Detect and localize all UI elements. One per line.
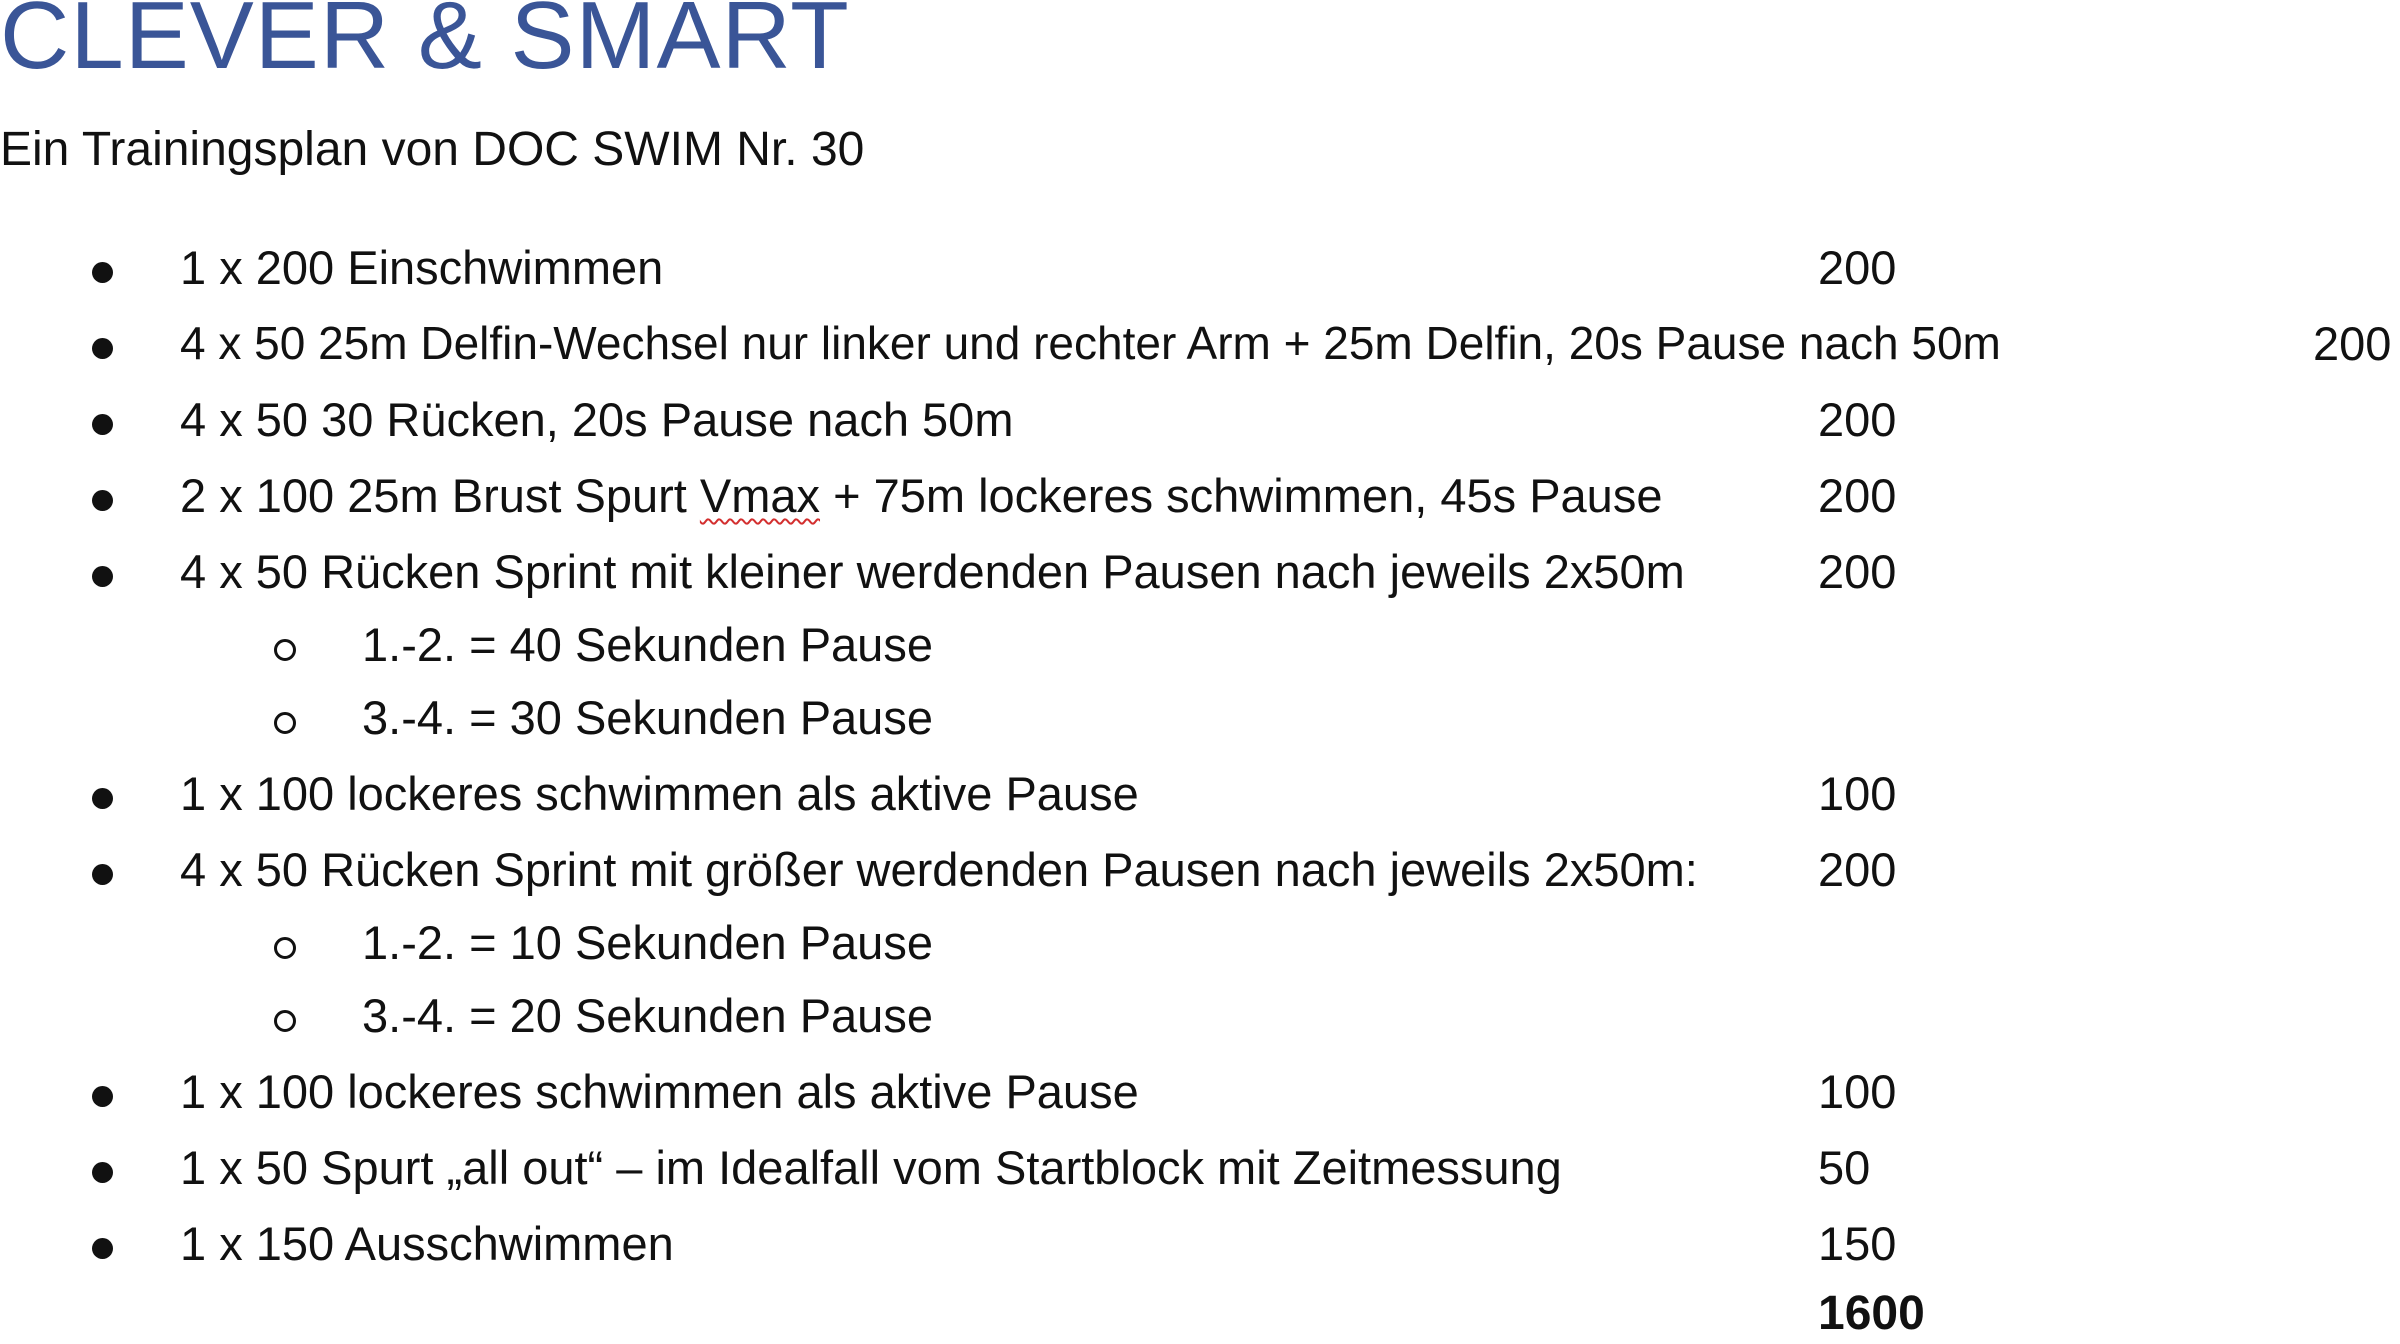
list-item bbox=[0, 843, 2400, 910]
item-distance: 200 bbox=[1818, 241, 1897, 294]
circle-bullet-icon bbox=[274, 1010, 296, 1032]
document-title: CLEVER & SMART bbox=[0, 0, 850, 89]
list-item bbox=[0, 317, 2400, 384]
circle-bullet-icon bbox=[274, 937, 296, 959]
total-distance: 1600 bbox=[1818, 1287, 1925, 1340]
list-item bbox=[0, 469, 2400, 536]
list-item bbox=[0, 1065, 2400, 1132]
list-item bbox=[0, 545, 2400, 612]
item-text: 4 x 50 Rücken Sprint mit größer werdenden Pausen nach jeweils 2x50m: bbox=[180, 843, 1698, 896]
item-text: 1 x 100 lockeres schwimmen als aktive Pause bbox=[180, 1065, 1139, 1118]
item-text: 4 x 50 30 Rücken, 20s Pause nach 50m bbox=[180, 393, 1014, 446]
item-distance: 100 bbox=[1818, 767, 1897, 820]
subitem-text: 3.-4. = 20 Sekunden Pause bbox=[362, 989, 933, 1042]
subitem-text: 1.-2. = 10 Sekunden Pause bbox=[362, 916, 933, 969]
bullet-icon bbox=[92, 1238, 113, 1259]
item-distance: 200 bbox=[1818, 469, 1897, 522]
item-distance: 200 bbox=[1818, 545, 1897, 598]
circle-bullet-icon bbox=[274, 712, 296, 734]
subitem-text: 3.-4. = 30 Sekunden Pause bbox=[362, 691, 933, 744]
item-text: 1 x 100 lockeres schwimmen als aktive Pause bbox=[180, 767, 1139, 820]
item-text-after: + 75m lockeres schwimmen, 45s Pause bbox=[820, 469, 1663, 522]
bullet-icon bbox=[92, 864, 113, 885]
bullet-icon bbox=[92, 490, 113, 511]
bullet-icon bbox=[92, 788, 113, 809]
item-text bbox=[180, 469, 1663, 522]
item-distance: 200 bbox=[1818, 843, 1897, 896]
sub-list-item bbox=[0, 691, 2400, 758]
list-item bbox=[0, 241, 2400, 308]
subitem-text: 1.-2. = 40 Sekunden Pause bbox=[362, 618, 933, 671]
list-item bbox=[0, 1217, 2400, 1284]
list-item bbox=[0, 1141, 2400, 1208]
sub-list-item bbox=[0, 989, 2400, 1056]
bullet-icon bbox=[92, 262, 113, 283]
bullet-icon bbox=[92, 566, 113, 587]
list-item bbox=[0, 767, 2400, 834]
item-text: 4 x 50 25m Delfin-Wechsel nur linker und rechter Arm + 25m Delfin, 20s Pause nach 50m bbox=[180, 317, 2001, 369]
item-text: 1 x 200 Einschwimmen bbox=[180, 241, 664, 294]
item-text: 1 x 150 Ausschwimmen bbox=[180, 1217, 674, 1270]
item-distance: 200 bbox=[1818, 393, 1897, 446]
item-distance: 100 bbox=[1818, 1065, 1897, 1118]
bullet-icon bbox=[92, 414, 113, 435]
item-text: 4 x 50 Rücken Sprint mit kleiner werdenden Pausen nach jeweils 2x50m bbox=[180, 545, 1685, 598]
spellcheck-marked-word: Vmax bbox=[699, 469, 821, 522]
circle-bullet-icon bbox=[274, 639, 296, 661]
item-distance: 200 bbox=[2313, 317, 2392, 370]
list-item bbox=[0, 393, 2400, 460]
item-text-before: 2 x 100 25m Brust Spurt bbox=[180, 469, 700, 522]
bullet-icon bbox=[92, 1162, 113, 1183]
bullet-icon bbox=[92, 1086, 113, 1107]
bullet-icon bbox=[92, 338, 113, 359]
sub-list-item bbox=[0, 916, 2400, 983]
item-distance: 150 bbox=[1818, 1217, 1897, 1270]
item-distance: 50 bbox=[1818, 1141, 1871, 1194]
item-text: 1 x 50 Spurt „all out“ – im Idealfall vom Startblock mit Zeitmessung bbox=[180, 1141, 1562, 1194]
document-subtitle: Ein Trainingsplan von DOC SWIM Nr. 30 bbox=[0, 123, 865, 176]
sub-list-item bbox=[0, 618, 2400, 685]
